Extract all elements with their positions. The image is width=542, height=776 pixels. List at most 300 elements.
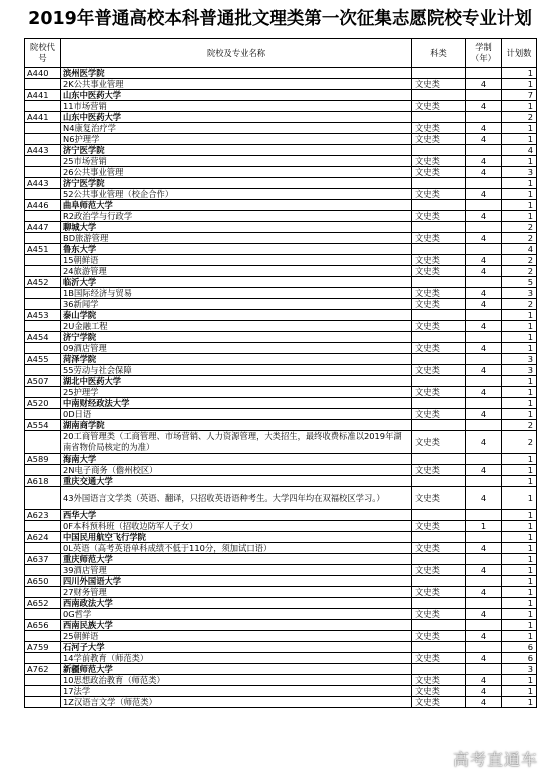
plan-count-cell: 2	[502, 299, 537, 310]
institution-row	[25, 642, 537, 653]
duration-cell: 4	[466, 409, 502, 420]
category-cell: 文史类	[412, 365, 466, 376]
duration-cell: 4	[466, 587, 502, 598]
plan-count-cell: 2	[502, 431, 537, 454]
major-name: 14学前教育（师范类）	[61, 653, 412, 664]
institution-code	[25, 631, 61, 642]
duration-cell	[466, 398, 502, 409]
institution-code	[25, 167, 61, 178]
category-cell	[412, 476, 466, 487]
plan-count-cell: 1	[502, 454, 537, 465]
institution-code: A451	[25, 244, 61, 255]
major-row	[25, 211, 537, 222]
major-name: 2U金融工程	[61, 321, 412, 332]
institution-code: A618	[25, 476, 61, 487]
plan-count-cell: 1	[502, 620, 537, 631]
duration-cell	[466, 200, 502, 211]
institution-code: A520	[25, 398, 61, 409]
institution-code	[25, 211, 61, 222]
institution-name: 西南民族大学	[61, 620, 412, 631]
plan-count-cell: 4	[502, 145, 537, 156]
institution-code: A624	[25, 532, 61, 543]
duration-cell	[466, 376, 502, 387]
institution-name: 海南大学	[61, 454, 412, 465]
category-cell	[412, 354, 466, 365]
duration-cell: 4	[466, 631, 502, 642]
institution-code	[25, 609, 61, 620]
major-row	[25, 521, 537, 532]
duration-cell: 4	[466, 101, 502, 112]
institution-row	[25, 178, 537, 189]
duration-cell: 4	[466, 365, 502, 376]
duration-cell: 4	[466, 255, 502, 266]
category-cell: 文史类	[412, 631, 466, 642]
category-cell: 文史类	[412, 465, 466, 476]
institution-code: A650	[25, 576, 61, 587]
category-cell: 文史类	[412, 233, 466, 244]
institution-code: A762	[25, 664, 61, 675]
header-code: 院校代号	[25, 39, 61, 68]
institution-name: 临沂大学	[61, 277, 412, 288]
institution-name: 济宁医学院	[61, 178, 412, 189]
institution-code: A623	[25, 510, 61, 521]
major-name: 0L英语（高考英语单科成绩不低于110分，须加试口语）	[61, 543, 412, 554]
duration-cell	[466, 554, 502, 565]
plan-count-cell: 2	[502, 112, 537, 123]
institution-row	[25, 354, 537, 365]
duration-cell: 4	[466, 565, 502, 576]
category-cell: 文史类	[412, 189, 466, 200]
institution-name: 西南政法大学	[61, 598, 412, 609]
duration-cell: 4	[466, 487, 502, 510]
category-cell: 文史类	[412, 565, 466, 576]
institution-row	[25, 476, 537, 487]
duration-cell	[466, 598, 502, 609]
category-cell: 文史类	[412, 134, 466, 145]
duration-cell: 4	[466, 343, 502, 354]
category-cell	[412, 420, 466, 431]
major-name: 27财务管理	[61, 587, 412, 598]
plan-count-cell: 1	[502, 178, 537, 189]
duration-cell: 4	[466, 266, 502, 277]
category-cell	[412, 398, 466, 409]
plan-count-cell: 1	[502, 543, 537, 554]
institution-row	[25, 332, 537, 343]
category-cell: 文史类	[412, 653, 466, 664]
institution-code: A447	[25, 222, 61, 233]
institution-code	[25, 409, 61, 420]
institution-code: A443	[25, 178, 61, 189]
plan-count-cell: 5	[502, 277, 537, 288]
major-name: 26公共事业管理	[61, 167, 412, 178]
duration-cell: 4	[466, 675, 502, 686]
category-cell: 文史类	[412, 686, 466, 697]
plan-count-cell: 1	[502, 521, 537, 532]
institution-code	[25, 587, 61, 598]
institution-code	[25, 255, 61, 266]
plan-count-cell: 1	[502, 598, 537, 609]
major-row	[25, 675, 537, 686]
duration-cell	[466, 454, 502, 465]
institution-code	[25, 79, 61, 90]
major-name: 25市场营销	[61, 156, 412, 167]
institution-row	[25, 277, 537, 288]
major-row	[25, 156, 537, 167]
institution-name: 石河子大学	[61, 642, 412, 653]
institution-code	[25, 365, 61, 376]
plan-count-cell: 1	[502, 409, 537, 420]
plan-count-cell: 2	[502, 222, 537, 233]
institution-name: 聊城大学	[61, 222, 412, 233]
major-name: R2政治学与行政学	[61, 211, 412, 222]
major-row	[25, 365, 537, 376]
plan-count-cell: 1	[502, 476, 537, 487]
institution-code	[25, 387, 61, 398]
institution-name: 泰山学院	[61, 310, 412, 321]
category-cell: 文史类	[412, 409, 466, 420]
institution-code	[25, 697, 61, 708]
plan-count-cell: 1	[502, 376, 537, 387]
major-row	[25, 465, 537, 476]
duration-cell: 4	[466, 167, 502, 178]
plan-count-cell: 1	[502, 587, 537, 598]
institution-code: A452	[25, 277, 61, 288]
major-row	[25, 543, 537, 554]
institution-code: A455	[25, 354, 61, 365]
category-cell	[412, 178, 466, 189]
institution-code	[25, 465, 61, 476]
institution-code: A554	[25, 420, 61, 431]
duration-cell	[466, 576, 502, 587]
major-name: N6护理学	[61, 134, 412, 145]
plan-count-cell: 3	[502, 354, 537, 365]
category-cell: 文史类	[412, 288, 466, 299]
institution-name: 山东中医药大学	[61, 90, 412, 101]
category-cell	[412, 510, 466, 521]
category-cell	[412, 664, 466, 675]
plan-count-cell: 1	[502, 565, 537, 576]
duration-cell	[466, 112, 502, 123]
institution-code	[25, 299, 61, 310]
institution-row	[25, 200, 537, 211]
category-cell	[412, 642, 466, 653]
category-cell	[412, 532, 466, 543]
category-cell: 文史类	[412, 299, 466, 310]
duration-cell: 4	[466, 299, 502, 310]
institution-code: A652	[25, 598, 61, 609]
category-cell	[412, 376, 466, 387]
category-cell	[412, 310, 466, 321]
institution-name: 西华大学	[61, 510, 412, 521]
major-name: 20工商管理类（工商管理、市场营销、人力资源管理，大类招生，最终收费标准以2019年湖南省物价局核定的为准）	[61, 431, 412, 454]
major-name: 0G哲学	[61, 609, 412, 620]
institution-code	[25, 101, 61, 112]
category-cell: 文史类	[412, 266, 466, 277]
plan-count-cell: 1	[502, 189, 537, 200]
plan-count-cell: 6	[502, 653, 537, 664]
institution-code: A441	[25, 112, 61, 123]
major-row	[25, 409, 537, 420]
institution-code	[25, 521, 61, 532]
plan-count-cell: 2	[502, 420, 537, 431]
major-name: 10思想政治教育（师范类）	[61, 675, 412, 686]
major-row	[25, 609, 537, 620]
major-name: 1Z汉语言文学（师范类）	[61, 697, 412, 708]
plan-count-cell: 1	[502, 321, 537, 332]
category-cell: 文史类	[412, 343, 466, 354]
duration-cell	[466, 178, 502, 189]
plan-count-cell: 1	[502, 156, 537, 167]
plan-count-cell: 3	[502, 288, 537, 299]
major-row	[25, 565, 537, 576]
duration-cell	[466, 277, 502, 288]
institution-code: A759	[25, 642, 61, 653]
plan-count-cell: 4	[502, 244, 537, 255]
header-name: 院校及专业名称	[61, 39, 412, 68]
major-name: BD旅游管理	[61, 233, 412, 244]
major-name: 25护理学	[61, 387, 412, 398]
category-cell	[412, 454, 466, 465]
category-cell: 文史类	[412, 167, 466, 178]
institution-name: 曲阜师范大学	[61, 200, 412, 211]
header-plan: 计划数	[502, 39, 537, 68]
table-header-row	[25, 39, 537, 68]
major-row	[25, 134, 537, 145]
category-cell: 文史类	[412, 321, 466, 332]
major-name: 24旅游管理	[61, 266, 412, 277]
duration-cell	[466, 510, 502, 521]
category-cell: 文史类	[412, 609, 466, 620]
major-row	[25, 686, 537, 697]
institution-name: 重庆交通大学	[61, 476, 412, 487]
institution-code	[25, 266, 61, 277]
institution-row	[25, 90, 537, 101]
category-cell: 文史类	[412, 675, 466, 686]
institution-row	[25, 68, 537, 79]
institution-code: A656	[25, 620, 61, 631]
plan-count-cell: 2	[502, 255, 537, 266]
duration-cell	[466, 642, 502, 653]
major-name: 09酒店管理	[61, 343, 412, 354]
duration-cell	[466, 664, 502, 675]
duration-cell: 4	[466, 321, 502, 332]
major-row	[25, 101, 537, 112]
duration-cell	[466, 68, 502, 79]
institution-code	[25, 565, 61, 576]
plan-count-cell: 1	[502, 211, 537, 222]
category-cell: 文史类	[412, 101, 466, 112]
plan-count-cell: 1	[502, 686, 537, 697]
duration-cell: 4	[466, 156, 502, 167]
major-row	[25, 697, 537, 708]
major-name: 0F本科预科班（招收边防军人子女）	[61, 521, 412, 532]
institution-code: A453	[25, 310, 61, 321]
duration-cell: 4	[466, 387, 502, 398]
major-row	[25, 233, 537, 244]
institution-code	[25, 543, 61, 554]
plan-count-cell: 3	[502, 167, 537, 178]
institution-code	[25, 123, 61, 134]
major-row	[25, 299, 537, 310]
major-name: 2K公共事业管理	[61, 79, 412, 90]
category-cell: 文史类	[412, 543, 466, 554]
category-cell	[412, 277, 466, 288]
category-cell: 文史类	[412, 123, 466, 134]
duration-cell	[466, 145, 502, 156]
major-row	[25, 266, 537, 277]
duration-cell	[466, 244, 502, 255]
institution-name: 济宁学院	[61, 332, 412, 343]
duration-cell: 4	[466, 697, 502, 708]
institution-row	[25, 576, 537, 587]
institution-name: 中国民用航空飞行学院	[61, 532, 412, 543]
plan-count-cell: 1	[502, 123, 537, 134]
duration-cell	[466, 310, 502, 321]
institution-name: 鲁东大学	[61, 244, 412, 255]
plan-count-cell: 1	[502, 343, 537, 354]
category-cell	[412, 222, 466, 233]
major-row	[25, 79, 537, 90]
duration-cell: 4	[466, 686, 502, 697]
duration-cell	[466, 90, 502, 101]
institution-row	[25, 454, 537, 465]
plan-count-cell: 1	[502, 68, 537, 79]
major-row	[25, 167, 537, 178]
institution-name: 滨州医学院	[61, 68, 412, 79]
institution-code: A440	[25, 68, 61, 79]
institution-name: 重庆师范大学	[61, 554, 412, 565]
institution-row	[25, 554, 537, 565]
institution-name: 湖北中医药大学	[61, 376, 412, 387]
category-cell: 文史类	[412, 211, 466, 222]
plan-count-cell: 1	[502, 398, 537, 409]
category-cell	[412, 90, 466, 101]
major-name: 11市场营销	[61, 101, 412, 112]
duration-cell: 4	[466, 79, 502, 90]
major-name: 17法学	[61, 686, 412, 697]
duration-cell: 4	[466, 431, 502, 454]
institution-code	[25, 134, 61, 145]
plan-count-cell: 1	[502, 79, 537, 90]
category-cell	[412, 554, 466, 565]
institution-name: 新疆师范大学	[61, 664, 412, 675]
institution-code: A446	[25, 200, 61, 211]
institution-code	[25, 321, 61, 332]
plan-count-cell: 1	[502, 675, 537, 686]
major-row	[25, 487, 537, 510]
institution-row	[25, 112, 537, 123]
major-row	[25, 189, 537, 200]
plan-count-cell: 1	[502, 576, 537, 587]
plan-count-cell: 1	[502, 134, 537, 145]
major-row	[25, 288, 537, 299]
institution-row	[25, 620, 537, 631]
institution-code	[25, 288, 61, 299]
duration-cell: 4	[466, 189, 502, 200]
plan-count-cell: 3	[502, 664, 537, 675]
institution-row	[25, 598, 537, 609]
institution-code	[25, 343, 61, 354]
institution-row	[25, 510, 537, 521]
category-cell: 文史类	[412, 156, 466, 167]
category-cell: 文史类	[412, 255, 466, 266]
institution-code: A454	[25, 332, 61, 343]
institution-row	[25, 420, 537, 431]
category-cell	[412, 200, 466, 211]
institution-name: 四川外国语大学	[61, 576, 412, 587]
institution-row	[25, 398, 537, 409]
duration-cell: 1	[466, 521, 502, 532]
plan-count-cell: 1	[502, 532, 537, 543]
institution-code	[25, 156, 61, 167]
category-cell: 文史类	[412, 521, 466, 532]
duration-cell: 4	[466, 211, 502, 222]
plan-count-cell: 1	[502, 554, 537, 565]
duration-cell	[466, 476, 502, 487]
institution-code: A589	[25, 454, 61, 465]
header-duration: 学制（年）	[466, 39, 502, 68]
duration-cell	[466, 354, 502, 365]
institution-name: 菏泽学院	[61, 354, 412, 365]
plan-count-cell: 1	[502, 101, 537, 112]
institution-row	[25, 244, 537, 255]
plan-count-cell: 1	[502, 697, 537, 708]
major-name: N4康复治疗学	[61, 123, 412, 134]
institution-code: A507	[25, 376, 61, 387]
institution-row	[25, 664, 537, 675]
major-name: 2N电子商务（儋州校区）	[61, 465, 412, 476]
category-cell	[412, 332, 466, 343]
institution-code: A441	[25, 90, 61, 101]
plan-count-cell: 1	[502, 465, 537, 476]
category-cell	[412, 244, 466, 255]
institution-code: A637	[25, 554, 61, 565]
major-name: 36新闻学	[61, 299, 412, 310]
page-title: 2019年普通高校本科普通批文理类第一次征集志愿院校专业计划	[28, 9, 532, 29]
plan-count-cell: 2	[502, 266, 537, 277]
duration-cell: 4	[466, 233, 502, 244]
plan-count-cell: 7	[502, 90, 537, 101]
duration-cell	[466, 532, 502, 543]
plan-count-cell: 2	[502, 233, 537, 244]
plan-count-cell: 1	[502, 387, 537, 398]
major-row	[25, 343, 537, 354]
major-row	[25, 123, 537, 134]
institution-row	[25, 145, 537, 156]
major-name: 55劳动与社会保障	[61, 365, 412, 376]
duration-cell: 4	[466, 288, 502, 299]
plan-count-cell: 1	[502, 631, 537, 642]
category-cell: 文史类	[412, 587, 466, 598]
header-category: 科类	[412, 39, 466, 68]
major-row	[25, 431, 537, 454]
institution-row	[25, 532, 537, 543]
duration-cell: 4	[466, 609, 502, 620]
duration-cell: 4	[466, 134, 502, 145]
category-cell	[412, 112, 466, 123]
category-cell: 文史类	[412, 431, 466, 454]
plan-count-cell: 1	[502, 332, 537, 343]
institution-code	[25, 487, 61, 510]
duration-cell: 4	[466, 543, 502, 554]
institution-code	[25, 686, 61, 697]
institution-code	[25, 233, 61, 244]
duration-cell: 4	[466, 653, 502, 664]
major-name: 1B国际经济与贸易	[61, 288, 412, 299]
plan-count-cell: 1	[502, 310, 537, 321]
plan-count-cell: 1	[502, 609, 537, 620]
institution-code: A443	[25, 145, 61, 156]
